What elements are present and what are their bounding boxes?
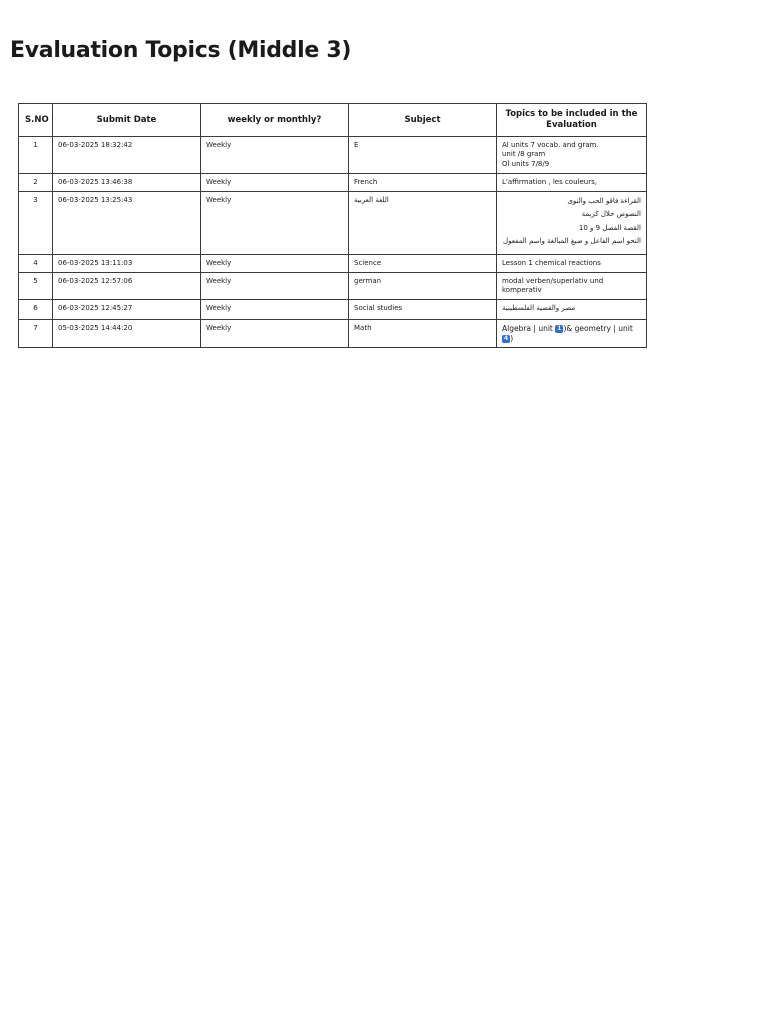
cell-topics (497, 254, 647, 272)
subject-arabic: اللغة العربية (354, 196, 389, 204)
evaluation-topics-table (18, 103, 647, 348)
keycap-one-icon: 1 (557, 324, 562, 332)
cell-topics (497, 137, 647, 174)
topic-line: Ol units 7/8/9 (502, 159, 550, 168)
header-sno: S.NO (19, 104, 53, 137)
cell-subject: French (349, 174, 497, 192)
topic-line: Lesson 1 chemical reactions (502, 258, 601, 267)
cell-subject: Social studies (349, 299, 497, 319)
table-row (19, 137, 647, 174)
cell-sno: 2 (19, 174, 53, 192)
cell-submit-date: 06-03-2025 12:57:06 (53, 272, 201, 299)
cell-type: Weekly (201, 254, 349, 272)
cell-sno: 7 (19, 319, 53, 347)
cell-submit-date: 06-03-2025 12:45:27 (53, 299, 201, 319)
table-row (19, 174, 647, 192)
table-row (19, 299, 647, 319)
table-row (19, 254, 647, 272)
cell-topics (497, 192, 647, 255)
header-weekly-or-monthly: weekly or monthly? (201, 104, 349, 137)
topic-line: L'affirmation , les couleurs, (502, 178, 597, 186)
cell-subject: E (349, 137, 497, 174)
topic-line: modal verben/superlativ und komperativ (502, 276, 606, 295)
cell-submit-date: 06-03-2025 13:11:03 (53, 254, 201, 272)
topic-text: )& geometry | unit (563, 323, 633, 333)
header-topics: Topics to be included in the Evaluation (497, 104, 647, 137)
cell-submit-date: 06-03-2025 13:25:43 (53, 192, 201, 255)
header-submit-date: Submit Date (53, 104, 201, 137)
cell-type: Weekly (201, 299, 349, 319)
cell-subject (349, 192, 497, 255)
table-row (19, 272, 647, 299)
cell-submit-date: 05-03-2025 14:44:20 (53, 319, 201, 347)
topic-text: ) (510, 333, 514, 343)
topic-line: Al units 7 vocab. and gram. (502, 141, 599, 149)
cell-topics (497, 272, 647, 299)
cell-type: Weekly (201, 137, 349, 174)
cell-type: Weekly (201, 319, 349, 347)
cell-subject: Math (349, 319, 497, 347)
cell-type: Weekly (201, 174, 349, 192)
topic-line: النحو اسم الفاعل و صيغ المبالغة واسم المفعول (503, 237, 641, 246)
cell-submit-date: 06-03-2025 13:46:38 (53, 174, 201, 192)
cell-sno: 6 (19, 299, 53, 319)
header-subject: Subject (349, 104, 497, 137)
table-header-row (19, 104, 647, 137)
topic-line: مصر والقضية الفلسطينية (502, 303, 576, 312)
cell-subject: Science (349, 254, 497, 272)
cell-topics (497, 319, 647, 347)
topic-line: القراءة فاقو الحب والنوى (567, 197, 641, 205)
page-title: Evaluation Topics (Middle 3) (10, 38, 352, 63)
cell-submit-date: 06-03-2025 18:32:42 (53, 137, 201, 174)
topic-line: unit /8 gram (502, 150, 546, 159)
cell-sno: 5 (19, 272, 53, 299)
cell-sno: 1 (19, 137, 53, 174)
cell-sno: 3 (19, 192, 53, 255)
cell-sno: 4 (19, 254, 53, 272)
keycap-four-icon: 4 (504, 334, 509, 342)
topic-line: القصة الفصل 9 و 10 (578, 223, 641, 232)
cell-type: Weekly (201, 192, 349, 255)
topic-text: Algebra | unit (502, 323, 556, 333)
cell-topics (497, 174, 647, 192)
cell-subject: german (349, 272, 497, 299)
table-row (19, 319, 647, 347)
cell-type: Weekly (201, 272, 349, 299)
cell-topics (497, 299, 647, 319)
topic-line: النصوص خلال كربمة (581, 210, 641, 219)
table-row (19, 192, 647, 255)
